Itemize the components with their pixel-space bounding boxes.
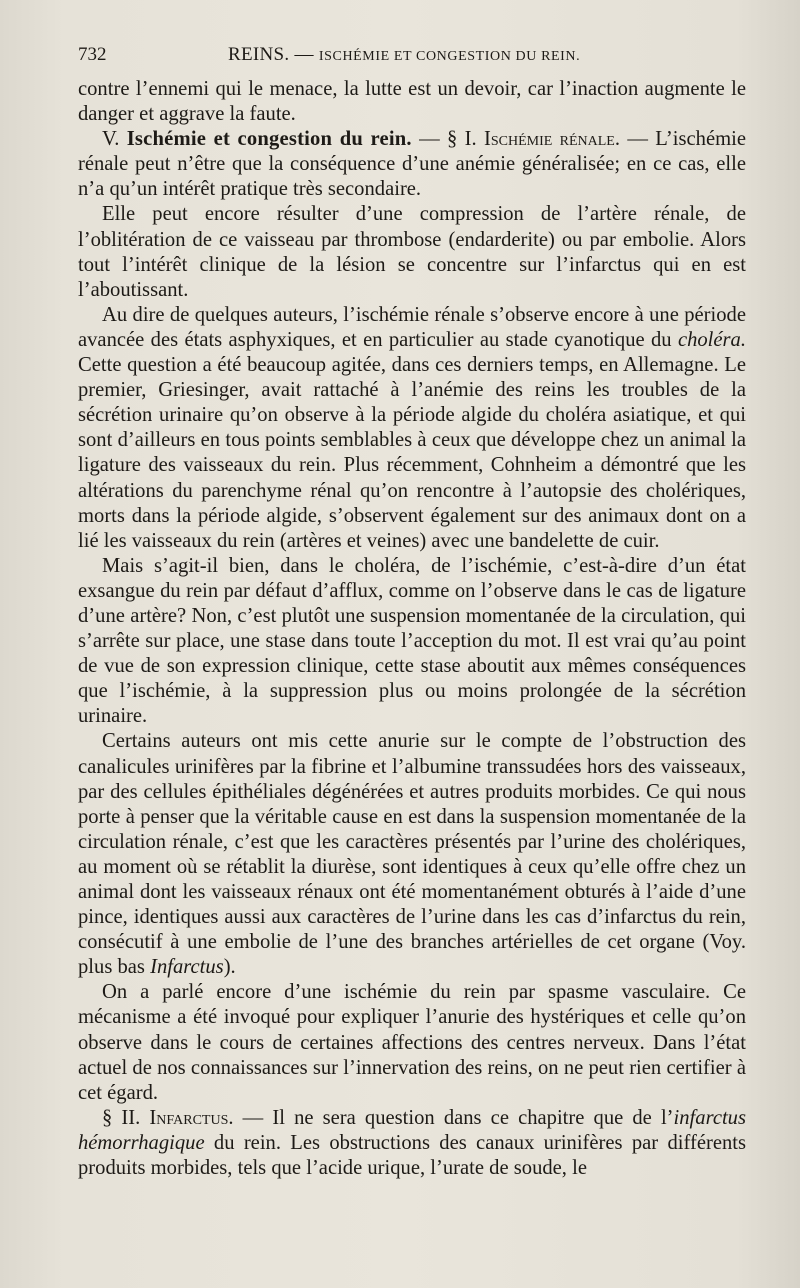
- paragraph-text: Certains auteurs ont mis cette anurie sur le compte de l’obstruction des canalicules urinifères par la fibrine et l’albumine transsudées hors des vaisseaux, par des cellules épithéliales dégénérées et autres produits morbides. Ce qui nous porte à penser que la véritable cause en est dans la suspension momentanée de la circulation rénale, c’est que les caractères présentés par l’urine des cholériques, au moment où se rétablit la diurèse, sont identiques à ceux qu’elle offre chez un animal dont les vaisseaux rénaux ont été momentanément obturés à l’aide d’une pince, identiques aussi aux caractères de l’urine dans les cas d’infarctus du rein, consécutif à une embolie de l’une des branches artérielles de cet organe (Voy. plus bas: [78, 730, 746, 979]
- paragraph-anurie: [78, 729, 746, 980]
- page-body: [78, 77, 746, 1181]
- running-title-rest: ISCHÉMIE ET CONGESTION DU REIN.: [318, 49, 581, 64]
- paragraph-cholera: [78, 303, 746, 554]
- subsection-heading: Ischémie rénale.: [484, 128, 620, 151]
- section-number: V.: [102, 128, 120, 151]
- subsection-heading: Infarctus.: [149, 1106, 234, 1129]
- paragraph-text: Au dire de quelques auteurs, l’ischémie rénale s’observe encore à une période avancée des états asphyxiques, et en particulier au stade cyanotique du: [78, 303, 746, 351]
- paragraph-text: ).: [223, 956, 236, 979]
- paragraph: Elle peut encore résulter d’une compression de l’artère rénale, de l’oblitération de ce vaisseau par thrombose (endarderite) ou par embolie. Alors tout l’intérêt clinique de la lésion se concentre sur l’infarctus qui en est l’aboutissant.: [78, 203, 746, 301]
- subsection-marker: § II.: [102, 1106, 141, 1129]
- section-heading: Ischémie et congestion du rein.: [126, 128, 412, 151]
- italic-term: choléra.: [677, 328, 746, 351]
- italic-term: infarctus hémorrhagique: [78, 1106, 746, 1154]
- paragraph-section-ii: [78, 1106, 746, 1181]
- running-title: [228, 40, 580, 72]
- paragraph-text: du rein. Les obstructions des canaux urinifères par différents produits morbides, tels que l’acide urique, l’urate de soude, le: [78, 1131, 746, 1180]
- paragraph-text: — L’ischémie rénale peut n’être que la conséquence d’une anémie généralisée; en ce cas, elle n’a qu’un intérêt pratique très secondaire.: [78, 128, 746, 201]
- page-number: 732: [78, 44, 107, 65]
- italic-reference: Infarctus: [150, 956, 224, 979]
- paragraph-text: Cette question a été beaucoup agitée, dans ces derniers temps, en Allemagne. Le premier, Griesinger, avait rattaché à l’anémie des reins les troubles de la sécrétion urinaire qu’on observe à la période algide du choléra asiatique, et qui sont d’ailleurs en tous points semblables à ceux que développe chez un animal la ligature des vaisseaux du rein. Plus récemment, Cohnheim a démontré que les altérations du parenchyme rénal qu’on rencontre à l’autopsie des cholériques, morts dans la période algide, s’observent également sur des animaux dont on a lié les vaisseaux du rein (artères et veines) avec une bandelette de cuir.: [78, 354, 746, 552]
- paragraph: On a parlé encore d’une ischémie du rein par spasme vasculaire. Ce mécanisme a été invoqué pour expliquer l’anurie des hystériques et celle qu’on observe dans le cours de certaines affections des centres nerveux. Dans l’état actuel de nos connaissances sur l’innervation des reins, on ne peut rien certifier à cet égard.: [78, 981, 746, 1104]
- running-title-main: REINS. —: [228, 44, 314, 65]
- subsection-marker: — § I.: [419, 128, 477, 151]
- running-header: [78, 40, 748, 70]
- paragraph-text: — Il ne sera question dans ce chapitre que de l’: [242, 1106, 674, 1129]
- paragraph-section-v: [78, 127, 746, 202]
- paragraph: Mais s’agit-il bien, dans le choléra, de l’ischémie, c’est-à-dire d’un état exsangue du rein par défaut d’afflux, comme on l’observe dans le cas de ligature d’une artère? Non, c’est plutôt une suspension momentanée de la circulation, qui s’arrête sur place, une stase dans toute l’acception du mot. Il est vrai qu’au point de vue de son expression clinique, cette stase aboutit aux mêmes conséquences que l’ischémie, à la suppression plus ou moins prolongée de la sécrétion urinaire.: [78, 554, 746, 728]
- paragraph-continuation: contre l’ennemi qui le menace, la lutte est un devoir, car l’inaction augmente le danger et aggrave la faute.: [78, 78, 746, 126]
